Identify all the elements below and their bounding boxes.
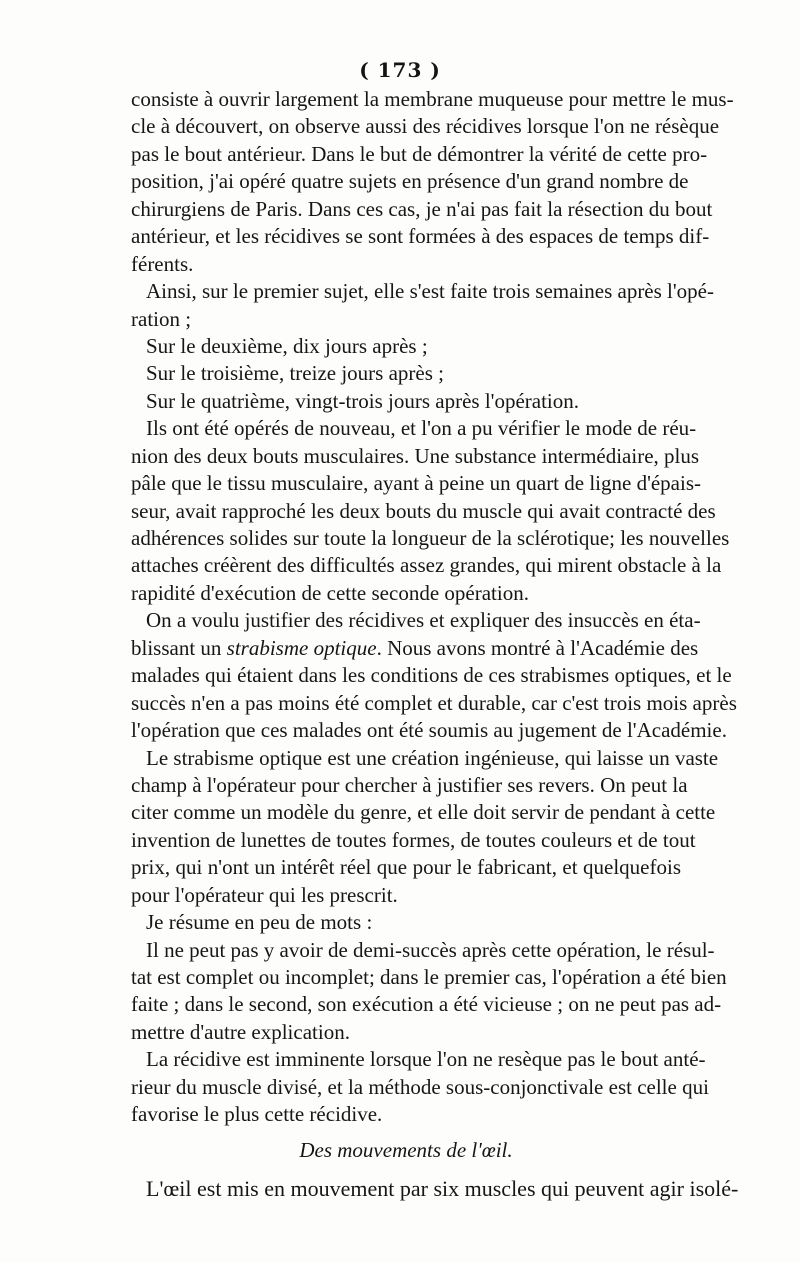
text-line: Le strabisme optique est une création ingénieuse, qui laisse un vaste (146, 745, 719, 770)
text-line: seur, avait rapproché les deux bouts du muscle qui avait contracté des (131, 498, 716, 523)
text-line: férents. (131, 251, 194, 276)
text-segment: blissant un (131, 635, 227, 660)
text-line: Ainsi, sur le premier sujet, elle s'est faite trois semaines après l'opé- (146, 279, 714, 304)
text-line: cle à découvert, on observe aussi des récidives lorsque l'on ne résèque (131, 114, 720, 139)
italic-term: strabisme optique (226, 635, 377, 660)
text-line: pâle que le tissu musculaire, ayant à peine un quart de ligne d'épais- (131, 471, 702, 496)
text-line: On a voulu justifier des récidives et expliquer des insuccès en éta- (146, 608, 701, 633)
text-line: Sur le troisième, treize jours après ; (146, 361, 444, 386)
text-line: invention de lunettes de toutes formes, de toutes couleurs et de tout (131, 827, 696, 852)
text-line: l'opération que ces malades ont été soumis au jugement de l'Académie. (131, 718, 727, 743)
text-line: attaches créèrent des difficultés assez grandes, qui mirent obstacle à la (131, 553, 722, 578)
text-line: malades qui étaient dans les conditions de ces strabismes optiques, et le (131, 663, 732, 688)
text-line (131, 635, 699, 662)
text-line: L'œil est mis en mouvement par six muscles qui peuvent agir isolé- (146, 1175, 739, 1201)
text-line: champ à l'opérateur pour chercher à justifier ses revers. On peut la (131, 772, 688, 797)
text-line: succès n'en a pas moins été complet et durable, car c'est trois mois après (131, 690, 737, 715)
text-line: pas le bout antérieur. Dans le but de démontrer la vérité de cette pro- (131, 141, 708, 166)
text-line: tat est complet ou incomplet; dans le premier cas, l'opération a été bien (131, 965, 727, 989)
text-line: Sur le quatrième, vingt-trois jours après l'opération. (146, 388, 580, 413)
text-line: adhérences solides sur toute la longueur de la sclérotique; les nouvelles (131, 526, 730, 550)
text-line: mettre d'autre explication. (131, 1019, 350, 1044)
text-line: rapidité d'exécution de cette seconde opération. (131, 580, 529, 605)
text-line: ration ; (131, 306, 192, 331)
text-line: citer comme un modèle du genre, et elle doit servir de pendant à cette (131, 800, 716, 825)
text-line: Ils ont été opérés de nouveau, et l'on a pu vérifier le mode de réu- (146, 416, 697, 441)
text-line: chirurgiens de Paris. Dans ces cas, je n'ai pas fait la résection du bout (131, 196, 713, 221)
text-line: nion des deux bouts musculaires. Une substance intermédiaire, plus (131, 443, 700, 468)
text-line: rieur du muscle divisé, et la méthode sous-conjonctivale est celle qui (131, 1074, 709, 1099)
section-heading: Des mouvements de l'œil. (299, 1137, 513, 1162)
text-line: pour l'opérateur qui les prescrit. (131, 882, 398, 907)
text-line: favorise le plus cette récidive. (131, 1102, 383, 1127)
text-line: position, j'ai opéré quatre sujets en présence d'un grand nombre de (131, 169, 689, 194)
text-line: Je résume en peu de mots : (146, 910, 373, 935)
text-line: prix, qui n'ont un intérêt réel que pour le fabricant, et quelquefois (131, 855, 681, 880)
text-line: faite ; dans le second, son exécution a été vicieuse ; on ne peut pas ad- (131, 992, 722, 1017)
text-line: Il ne peut pas y avoir de demi-succès après cette opération, le résul- (146, 937, 715, 962)
text-line: La récidive est imminente lorsque l'on ne resèque pas le bout anté- (146, 1047, 706, 1072)
text-line: Sur le deuxième, dix jours après ; (146, 333, 428, 358)
text-line: antérieur, et les récidives se sont formées à des espaces de temps dif- (131, 224, 710, 249)
text-segment: . Nous avons montré à l'Académie des (376, 635, 699, 660)
body-text (131, 86, 739, 1202)
text-line: consiste à ouvrir largement la membrane muqueuse pour mettre le mus- (131, 87, 734, 111)
page-number: ( 173 ) (359, 58, 441, 82)
